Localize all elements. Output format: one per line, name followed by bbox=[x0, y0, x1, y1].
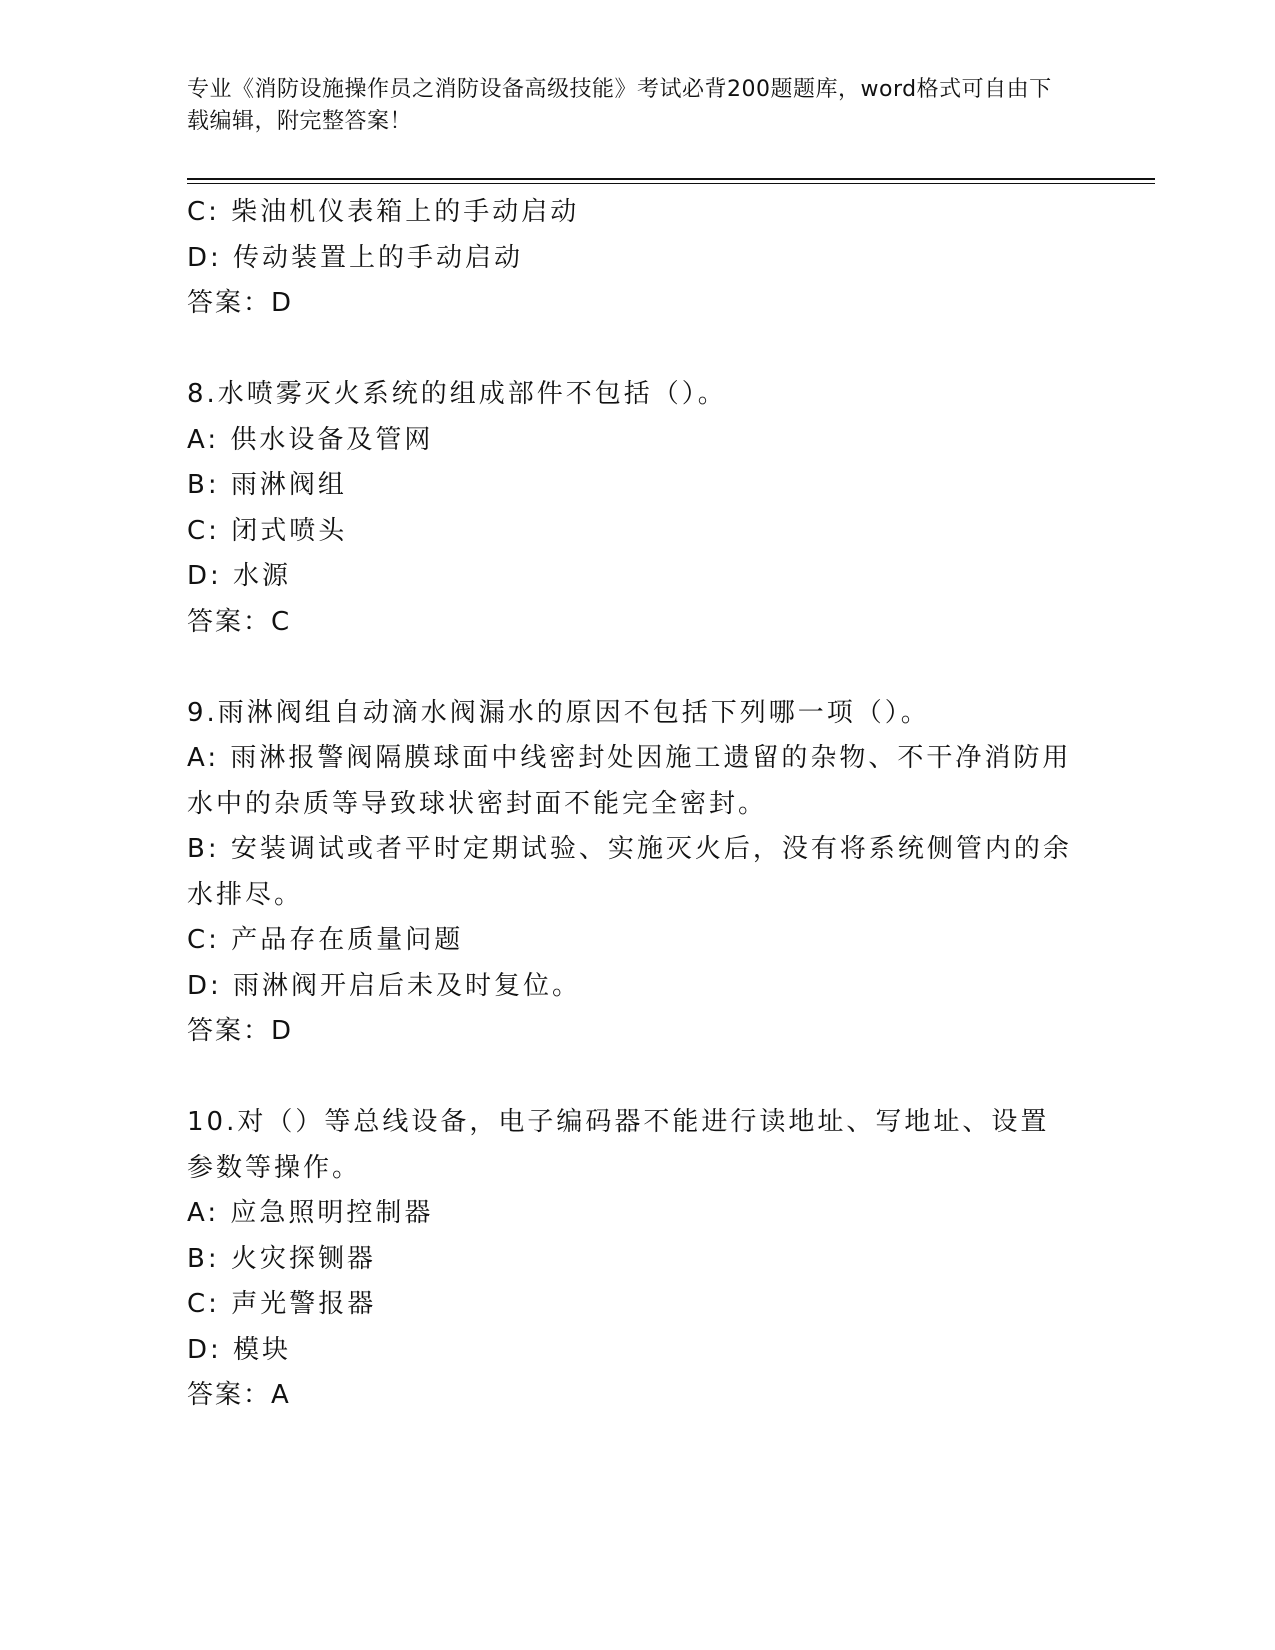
option-d: D: 传动装置上的手动启动 bbox=[187, 242, 524, 273]
question-block-partial bbox=[187, 190, 1077, 327]
option-c: C: 柴油机仪表箱上的手动启动 bbox=[187, 197, 580, 227]
answer-line: 答案：A bbox=[187, 1380, 291, 1410]
question-block-9 bbox=[187, 691, 1077, 1055]
answer-line: 答案：C bbox=[187, 606, 292, 637]
spacer bbox=[187, 1055, 1077, 1101]
question-list bbox=[187, 190, 1077, 1419]
question-block-10 bbox=[187, 1100, 1077, 1419]
spacer bbox=[187, 327, 1077, 373]
question-stem: 9.雨淋阀组自动滴水阀漏水的原因不包括下列哪一项（）。 bbox=[187, 697, 930, 728]
answer-line: 答案：D bbox=[187, 1016, 294, 1046]
option-b: B: 火灾探铡器 bbox=[187, 1243, 376, 1274]
header-rule-thick bbox=[187, 178, 1155, 180]
option-c: C: 声光警报器 bbox=[187, 1289, 377, 1319]
question-stem: 8.水喷雾灭火系统的组成部件不包括（）。 bbox=[187, 379, 727, 409]
header-title: 专业《消防设施操作员之消防设备高级技能》考试必背200题题库，word格式可自由下载编辑，附完整答案！ bbox=[187, 77, 1052, 134]
option-b: B: 安装调试或者平时定期试验、实施灭火后，没有将系统侧管内的余水排尽。 bbox=[187, 834, 1072, 910]
option-a: A: 雨淋报警阀隔膜球面中线密封处因施工遗留的杂物、不干净消防用水中的杂质等导致球状密封面不能完全密封。 bbox=[187, 743, 1072, 819]
spacer bbox=[187, 645, 1077, 691]
document-header bbox=[187, 74, 1067, 138]
option-c: C: 产品存在质量问题 bbox=[187, 925, 464, 955]
option-d: D: 模块 bbox=[187, 1334, 292, 1365]
question-block-8 bbox=[187, 372, 1077, 645]
option-a: A: 供水设备及管网 bbox=[187, 424, 434, 455]
option-d: D: 水源 bbox=[187, 561, 292, 591]
option-b: B: 雨淋阀组 bbox=[187, 470, 347, 500]
option-d: D: 雨淋阀开启后未及时复位。 bbox=[187, 970, 582, 1001]
option-c: C: 闭式喷头 bbox=[187, 515, 348, 546]
header-rule-thin bbox=[187, 183, 1155, 184]
question-stem: 10.对（）等总线设备，电子编码器不能进行读地址、写地址、设置参数等操作。 bbox=[187, 1107, 1050, 1183]
answer-line: 答案：D bbox=[187, 288, 294, 318]
option-a: A: 应急照明控制器 bbox=[187, 1198, 434, 1228]
